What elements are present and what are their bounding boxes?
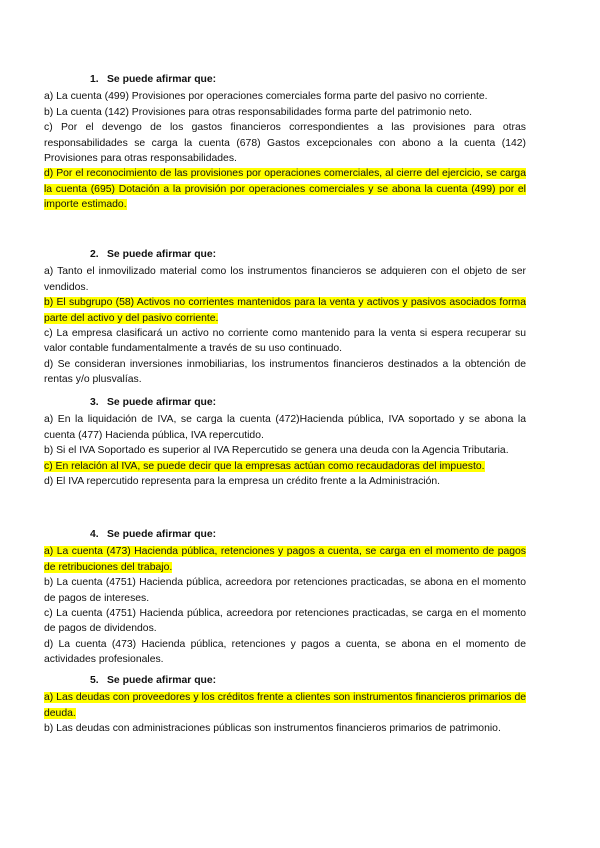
highlighted-answer: c) En relación al IVA, se puede decir que la empresas actúan como recaudadoras del impuesto. bbox=[44, 460, 485, 472]
question-number: 4. bbox=[90, 529, 99, 540]
question-number: 3. bbox=[90, 397, 99, 408]
question-title: Se puede afirmar que: bbox=[107, 397, 217, 408]
option-a bbox=[44, 89, 526, 104]
option-d bbox=[44, 357, 526, 388]
option-text: b) La cuenta (142) Provisiones para otras responsabilidades forma parte del patrimonio neto. bbox=[44, 106, 472, 118]
question-title: Se puede afirmar que: bbox=[107, 74, 217, 85]
option-d bbox=[44, 637, 526, 668]
question-2 bbox=[44, 247, 526, 388]
option-text: b) La cuenta (4751) Hacienda pública, acreedora por retenciones practicadas, se abona en el momento de pagos de intereses. bbox=[44, 577, 526, 604]
question-number: 2. bbox=[90, 249, 99, 260]
question-3 bbox=[44, 395, 526, 489]
question-5 bbox=[44, 673, 526, 737]
option-text: a) La cuenta (499) Provisiones por operaciones comerciales forma parte del pasivo no corriente. bbox=[44, 91, 488, 103]
option-b bbox=[44, 443, 526, 458]
option-text: a) Tanto el inmovilizado material como los instrumentos financieros se adquieren con el objeto de ser vendidos. bbox=[44, 266, 526, 293]
option-b bbox=[44, 575, 526, 606]
option-text: d) La cuenta (473) Hacienda pública, retenciones y pagos a cuenta, se abona en el momento de actividades profesionales. bbox=[44, 638, 526, 666]
option-text: c) Por el devengo de los gastos financieros correspondientes a las provisiones para otras responsabilidades se carga la cuenta (678) Gastos excepcionales con abono a la cuenta (142) Provisiones para otras responsabilidades. bbox=[44, 122, 526, 165]
question-4 bbox=[44, 527, 526, 668]
option-a bbox=[44, 264, 526, 295]
question-title: Se puede afirmar que: bbox=[107, 675, 217, 686]
question-number: 1. bbox=[90, 74, 99, 85]
option-c bbox=[44, 606, 526, 637]
question-heading bbox=[44, 72, 526, 87]
highlighted-answer: a) Las deudas con proveedores y los créditos frente a clientes son instrumentos financieros primarios de deuda. bbox=[44, 692, 526, 719]
highlighted-answer: b) El subgrupo (58) Activos no corrientes mantenidos para la venta y activos y pasivos asociados forma parte del activo y del pasivo corriente. bbox=[44, 297, 526, 324]
question-heading bbox=[44, 395, 526, 410]
question-number: 5. bbox=[90, 675, 99, 686]
option-b bbox=[44, 105, 526, 120]
option-text: b) Las deudas con administraciones públicas son instrumentos financieros primarios de patrimonio. bbox=[44, 723, 501, 735]
option-text: b) Si el IVA Soportado es superior al IVA Repercutido se genera una deuda con la Agencia Tributaria. bbox=[44, 445, 509, 457]
question-title: Se puede afirmar que: bbox=[107, 529, 217, 540]
option-text: d) Se consideran inversiones inmobiliarias, los instrumentos financieros destinados a la obtención de rentas y/o plusvalías. bbox=[44, 358, 526, 386]
option-c bbox=[44, 120, 526, 166]
option-a bbox=[44, 412, 526, 443]
highlighted-answer: d) Por el reconocimiento de las provisiones por operaciones comerciales, al cierre del ejercicio, se carga la cuenta (695) Dotación a la provisión por operaciones comerciales y se abona la cuenta (499) por el importe estimado. bbox=[44, 168, 526, 211]
question-1 bbox=[44, 72, 526, 213]
option-d bbox=[44, 474, 526, 489]
question-title: Se puede afirmar que: bbox=[107, 249, 217, 260]
question-heading bbox=[44, 673, 526, 688]
option-a-highlighted bbox=[44, 690, 526, 721]
option-a-highlighted bbox=[44, 544, 526, 575]
option-text: c) La empresa clasificará un activo no corriente como mantenido para la venta si espera recuperar su valor contable fundamentalmente a través de su uso continuado. bbox=[44, 328, 526, 355]
option-d-highlighted bbox=[44, 166, 526, 212]
option-c-highlighted bbox=[44, 459, 526, 474]
option-b bbox=[44, 721, 526, 736]
option-c bbox=[44, 326, 526, 357]
option-b-highlighted bbox=[44, 295, 526, 326]
option-text: c) La cuenta (4751) Hacienda pública, acreedora por retenciones practicadas, se carga en el momento de pagos de dividendos. bbox=[44, 608, 526, 635]
option-text: d) El IVA repercutido representa para la empresa un crédito frente a la Administración. bbox=[44, 476, 441, 488]
question-heading bbox=[44, 247, 526, 262]
question-heading bbox=[44, 527, 526, 542]
highlighted-answer: a) La cuenta (473) Hacienda pública, retenciones y pagos a cuenta, se carga en el momento de pagos de retribuciones del trabajo. bbox=[44, 546, 526, 573]
option-text: a) En la liquidación de IVA, se carga la cuenta (472)Hacienda pública, IVA soportado y se abona la cuenta (477) Hacienda pública, IVA repercutido. bbox=[44, 414, 526, 441]
